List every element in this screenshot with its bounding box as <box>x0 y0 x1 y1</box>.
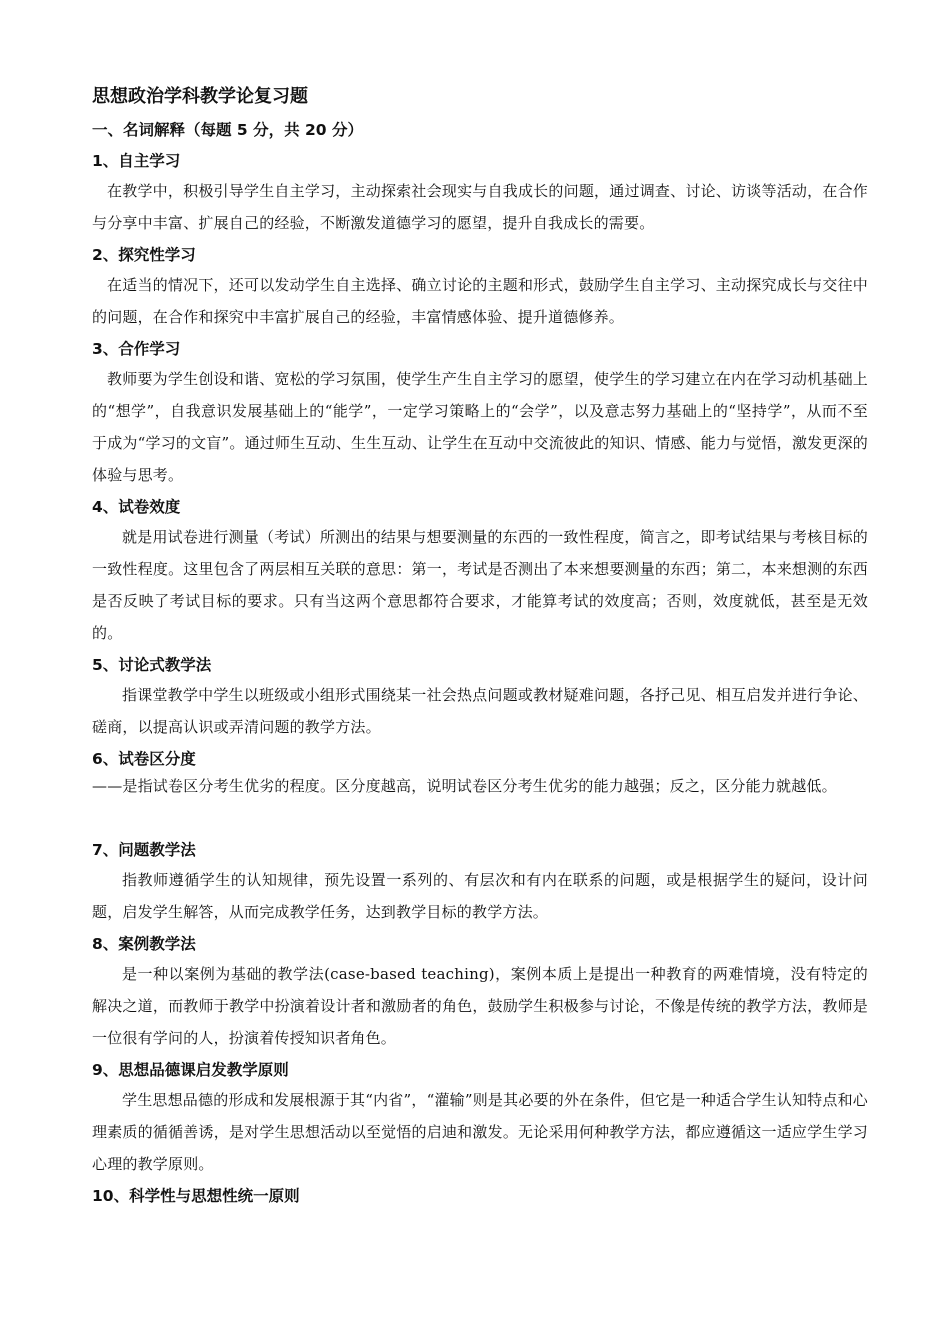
term-heading: 7、问题教学法 <box>92 841 196 859</box>
term-body: 就是用试卷进行测量（考试）所测出的结果与想要测量的东西的一致性程度，简言之，即考试结果与考核目标的一致性程度。这里包含了两层相互关联的意思：第一，考试是否测出了本来想要测量的东西；第二，本来想测的东西是否反映了考试目标的要求。只有当这两个意思都符合要求，才能算考试的效度高；否则，效度就低，甚至是无效的。 <box>92 528 868 642</box>
term-item <box>92 930 868 1054</box>
term-body: 学生思想品德的形成和发展根源于其“内省”，“灌输”则是其必要的外在条件，但它是一种适合学生认知特点和心理素质的循循善诱，是对学生思想活动以至觉悟的启迪和激发。无论采用何种教学方法，都应遵循这一适应学生学习心理的教学原则。 <box>92 1091 868 1173</box>
term-body: 教师要为学生创设和谐、宽松的学习氛围，使学生产生自主学习的愿望，使学生的学习建立在内在学习动机基础上的“想学”，自我意识发展基础上的“能学”，一定学习策略上的“会学”，以及意志努力基础上的“坚持学”，从而不至于成为“学习的文盲”。通过师生互动、生生互动、让学生在互动中交流彼此的知识、情感、能力与觉悟，激发更深的体验与思考。 <box>92 370 868 484</box>
term-body: 指教师遵循学生的认知规律，预先设置一系列的、有层次和有内在联系的问题，或是根据学生的疑问，设计问题，启发学生解答，从而完成教学任务，达到教学目标的教学方法。 <box>92 871 868 921</box>
term-item <box>92 651 868 743</box>
term-heading: 5、讨论式教学法 <box>92 656 212 674</box>
term-heading: 3、合作学习 <box>92 340 181 358</box>
term-body: ——是指试卷区分考生优劣的程度。区分度越高，说明试卷区分考生优劣的能力越强；反之，区分能力就越低。 <box>92 777 837 795</box>
term-heading: 6、试卷区分度 <box>92 750 196 768</box>
term-item <box>92 1056 868 1180</box>
term-body: 是一种以案例为基础的教学法(case-based teaching)，案例本质上是提出一种教育的两难情境，没有特定的解决之道，而教师于教学中扮演着设计者和激励者的角色，鼓励学生积极参与讨论，不像是传统的教学方法，教师是一位很有学问的人，扮演着传授知识者角色。 <box>92 965 868 1047</box>
term-heading: 4、试卷效度 <box>92 498 181 516</box>
term-item <box>92 745 868 800</box>
term-body: 在适当的情况下，还可以发动学生自主选择、确立讨论的主题和形式，鼓励学生自主学习、主动探究成长与交往中的问题，在合作和探究中丰富扩展自己的经验，丰富情感体验、提升道德修养。 <box>92 276 868 326</box>
term-heading: 9、思想品德课启发教学原则 <box>92 1061 289 1079</box>
term-item <box>92 241 868 333</box>
term-heading: 10、科学性与思想性统一原则 <box>92 1187 300 1205</box>
section-heading: 一、名词解释（每题 5 分，共 20 分） <box>92 121 363 139</box>
term-item <box>92 335 868 491</box>
document-title: 思想政治学科教学论复习题 <box>92 86 308 107</box>
term-heading: 1、自主学习 <box>92 152 181 170</box>
term-item <box>92 1182 868 1210</box>
term-item <box>92 836 868 928</box>
document-page <box>92 72 868 1210</box>
term-item <box>92 493 868 649</box>
term-body: 在教学中，积极引导学生自主学习，主动探索社会现实与自我成长的问题，通过调查、讨论、访谈等活动，在合作与分享中丰富、扩展自己的经验，不断激发道德学习的愿望，提升自我成长的需要。 <box>92 182 868 232</box>
term-body: 指课堂教学中学生以班级或小组形式围绕某一社会热点问题或教材疑难问题，各抒己见、相互启发并进行争论、磋商，以提高认识或弄清问题的教学方法。 <box>92 686 868 736</box>
term-heading: 8、案例教学法 <box>92 935 196 953</box>
term-item <box>92 147 868 239</box>
term-heading: 2、探究性学习 <box>92 246 196 264</box>
blank-space <box>92 800 868 836</box>
